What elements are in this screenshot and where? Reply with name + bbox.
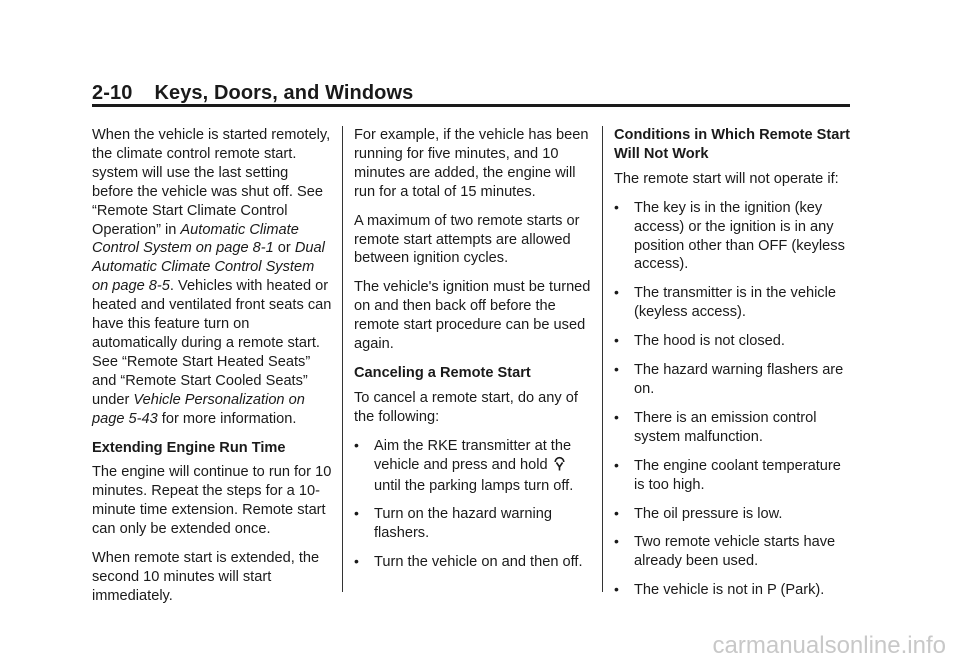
bullet-glyph: • <box>354 436 359 453</box>
cancel-list <box>354 437 594 572</box>
column-divider-1 <box>342 126 343 592</box>
cancel-item-1-text-a: Aim the RKE transmitter at the vehicle and press and hold <box>374 437 572 473</box>
ref-dual-automatic-climate[interactable]: Dual Automatic Climate Control System on page 8-5 <box>92 240 325 295</box>
list-item <box>614 409 854 447</box>
bullet-glyph: • <box>614 408 619 425</box>
extending-paragraph: The engine will continue to run for 10 minutes. Repeat the steps for a 10-minute time extension. Remote start can only be extended once. <box>92 464 332 538</box>
list-item <box>354 505 594 543</box>
cancel-item-3-text: Turn the vehicle on and then off. <box>374 554 583 571</box>
example-paragraph: For example, if the vehicle has been running for five minutes, and 10 minutes are added, the engine will run for a total of 15 minutes. <box>354 127 589 200</box>
condition-text: The key is in the ignition (key access) or the ignition is in any position other than OFF (keyless access). <box>634 199 845 273</box>
bullet-glyph: • <box>614 504 619 521</box>
column-1 <box>92 126 332 616</box>
header-rule <box>92 104 850 107</box>
maximum-paragraph: A maximum of two remote starts or remote start attempts are allowed between ignition cycles. <box>354 212 580 267</box>
list-item <box>614 505 854 524</box>
climate-text-1: When the vehicle is started remotely, the climate control remote start. system will use the last setting before the vehicle was shut off. See “Remote Start Climate Control Operation” in <box>92 127 331 238</box>
section-title: Keys, Doors, and Windows <box>154 82 414 104</box>
list-item <box>614 361 854 399</box>
list-item <box>614 199 854 275</box>
condition-text: The hood is not closed. <box>634 333 785 350</box>
climate-text-4: for more information. <box>157 410 297 427</box>
heading-canceling: Canceling a Remote Start <box>354 364 531 381</box>
list-item <box>614 533 854 571</box>
bullet-glyph: • <box>614 332 619 349</box>
extended-paragraph: When remote start is extended, the second 10 minutes will start immediately. <box>92 550 320 604</box>
ref-vehicle-personalization[interactable]: Vehicle Personalization on page 5-43 <box>92 391 305 427</box>
condition-text: The oil pressure is low. <box>634 505 783 522</box>
column-divider-2 <box>602 126 603 592</box>
page-number: 2-10 <box>92 82 133 104</box>
heading-conditions: Conditions in Which Remote Start Will Not Work <box>614 127 850 162</box>
conditions-list <box>614 199 854 600</box>
climate-text-3: . Vehicles with heated or heated and ventilated front seats can have this feature turn on automatically during a remote start. See “Remote Start Heated Seats” and “Remote Start Cooled Seats” under <box>92 278 332 408</box>
list-item <box>614 332 854 351</box>
conditions-intro: The remote start will not operate if: <box>614 170 839 187</box>
remote-start-icon <box>553 456 566 477</box>
bullet-glyph: • <box>614 533 619 550</box>
page-header <box>92 82 413 105</box>
list-item <box>354 553 594 572</box>
list-item <box>614 581 854 600</box>
cancel-item-2-text: Turn on the hazard warning flashers. <box>374 506 552 542</box>
heading-extending-run-time: Extending Engine Run Time <box>92 439 286 456</box>
climate-text-2: or <box>273 240 295 257</box>
cancel-item-1-text-b: until the parking lamps turn off. <box>374 477 574 494</box>
bullet-glyph: • <box>614 198 619 215</box>
list-item <box>614 457 854 495</box>
column-2 <box>354 126 594 582</box>
ref-automatic-climate[interactable]: Automatic Climate Control System on page 8-1 <box>92 221 299 257</box>
condition-text: The hazard warning flashers are on. <box>634 362 844 397</box>
cancel-intro: To cancel a remote start, do any of the following: <box>354 389 578 425</box>
bullet-glyph: • <box>354 505 359 522</box>
bullet-glyph: • <box>614 456 619 473</box>
condition-text: Two remote vehicle starts have already been used. <box>634 534 836 570</box>
bullet-glyph: • <box>614 284 619 301</box>
watermark: carmanualsonline.info <box>712 632 946 659</box>
list-item <box>614 284 854 322</box>
list-item <box>354 437 594 496</box>
condition-text: The engine coolant temperature is too high. <box>634 457 841 493</box>
condition-text: The transmitter is in the vehicle (keyless access). <box>634 285 836 321</box>
ignition-paragraph: The vehicle's ignition must be turned on and then back off before the remote start procedure can be used again. <box>354 279 591 353</box>
bullet-glyph: • <box>354 553 359 570</box>
bullet-glyph: • <box>614 361 619 378</box>
condition-text: There is an emission control system malfunction. <box>634 409 817 445</box>
column-3 <box>614 126 854 610</box>
bullet-glyph: • <box>614 581 619 598</box>
climate-paragraph <box>92 126 332 429</box>
condition-text: The vehicle is not in P (Park). <box>634 582 825 599</box>
